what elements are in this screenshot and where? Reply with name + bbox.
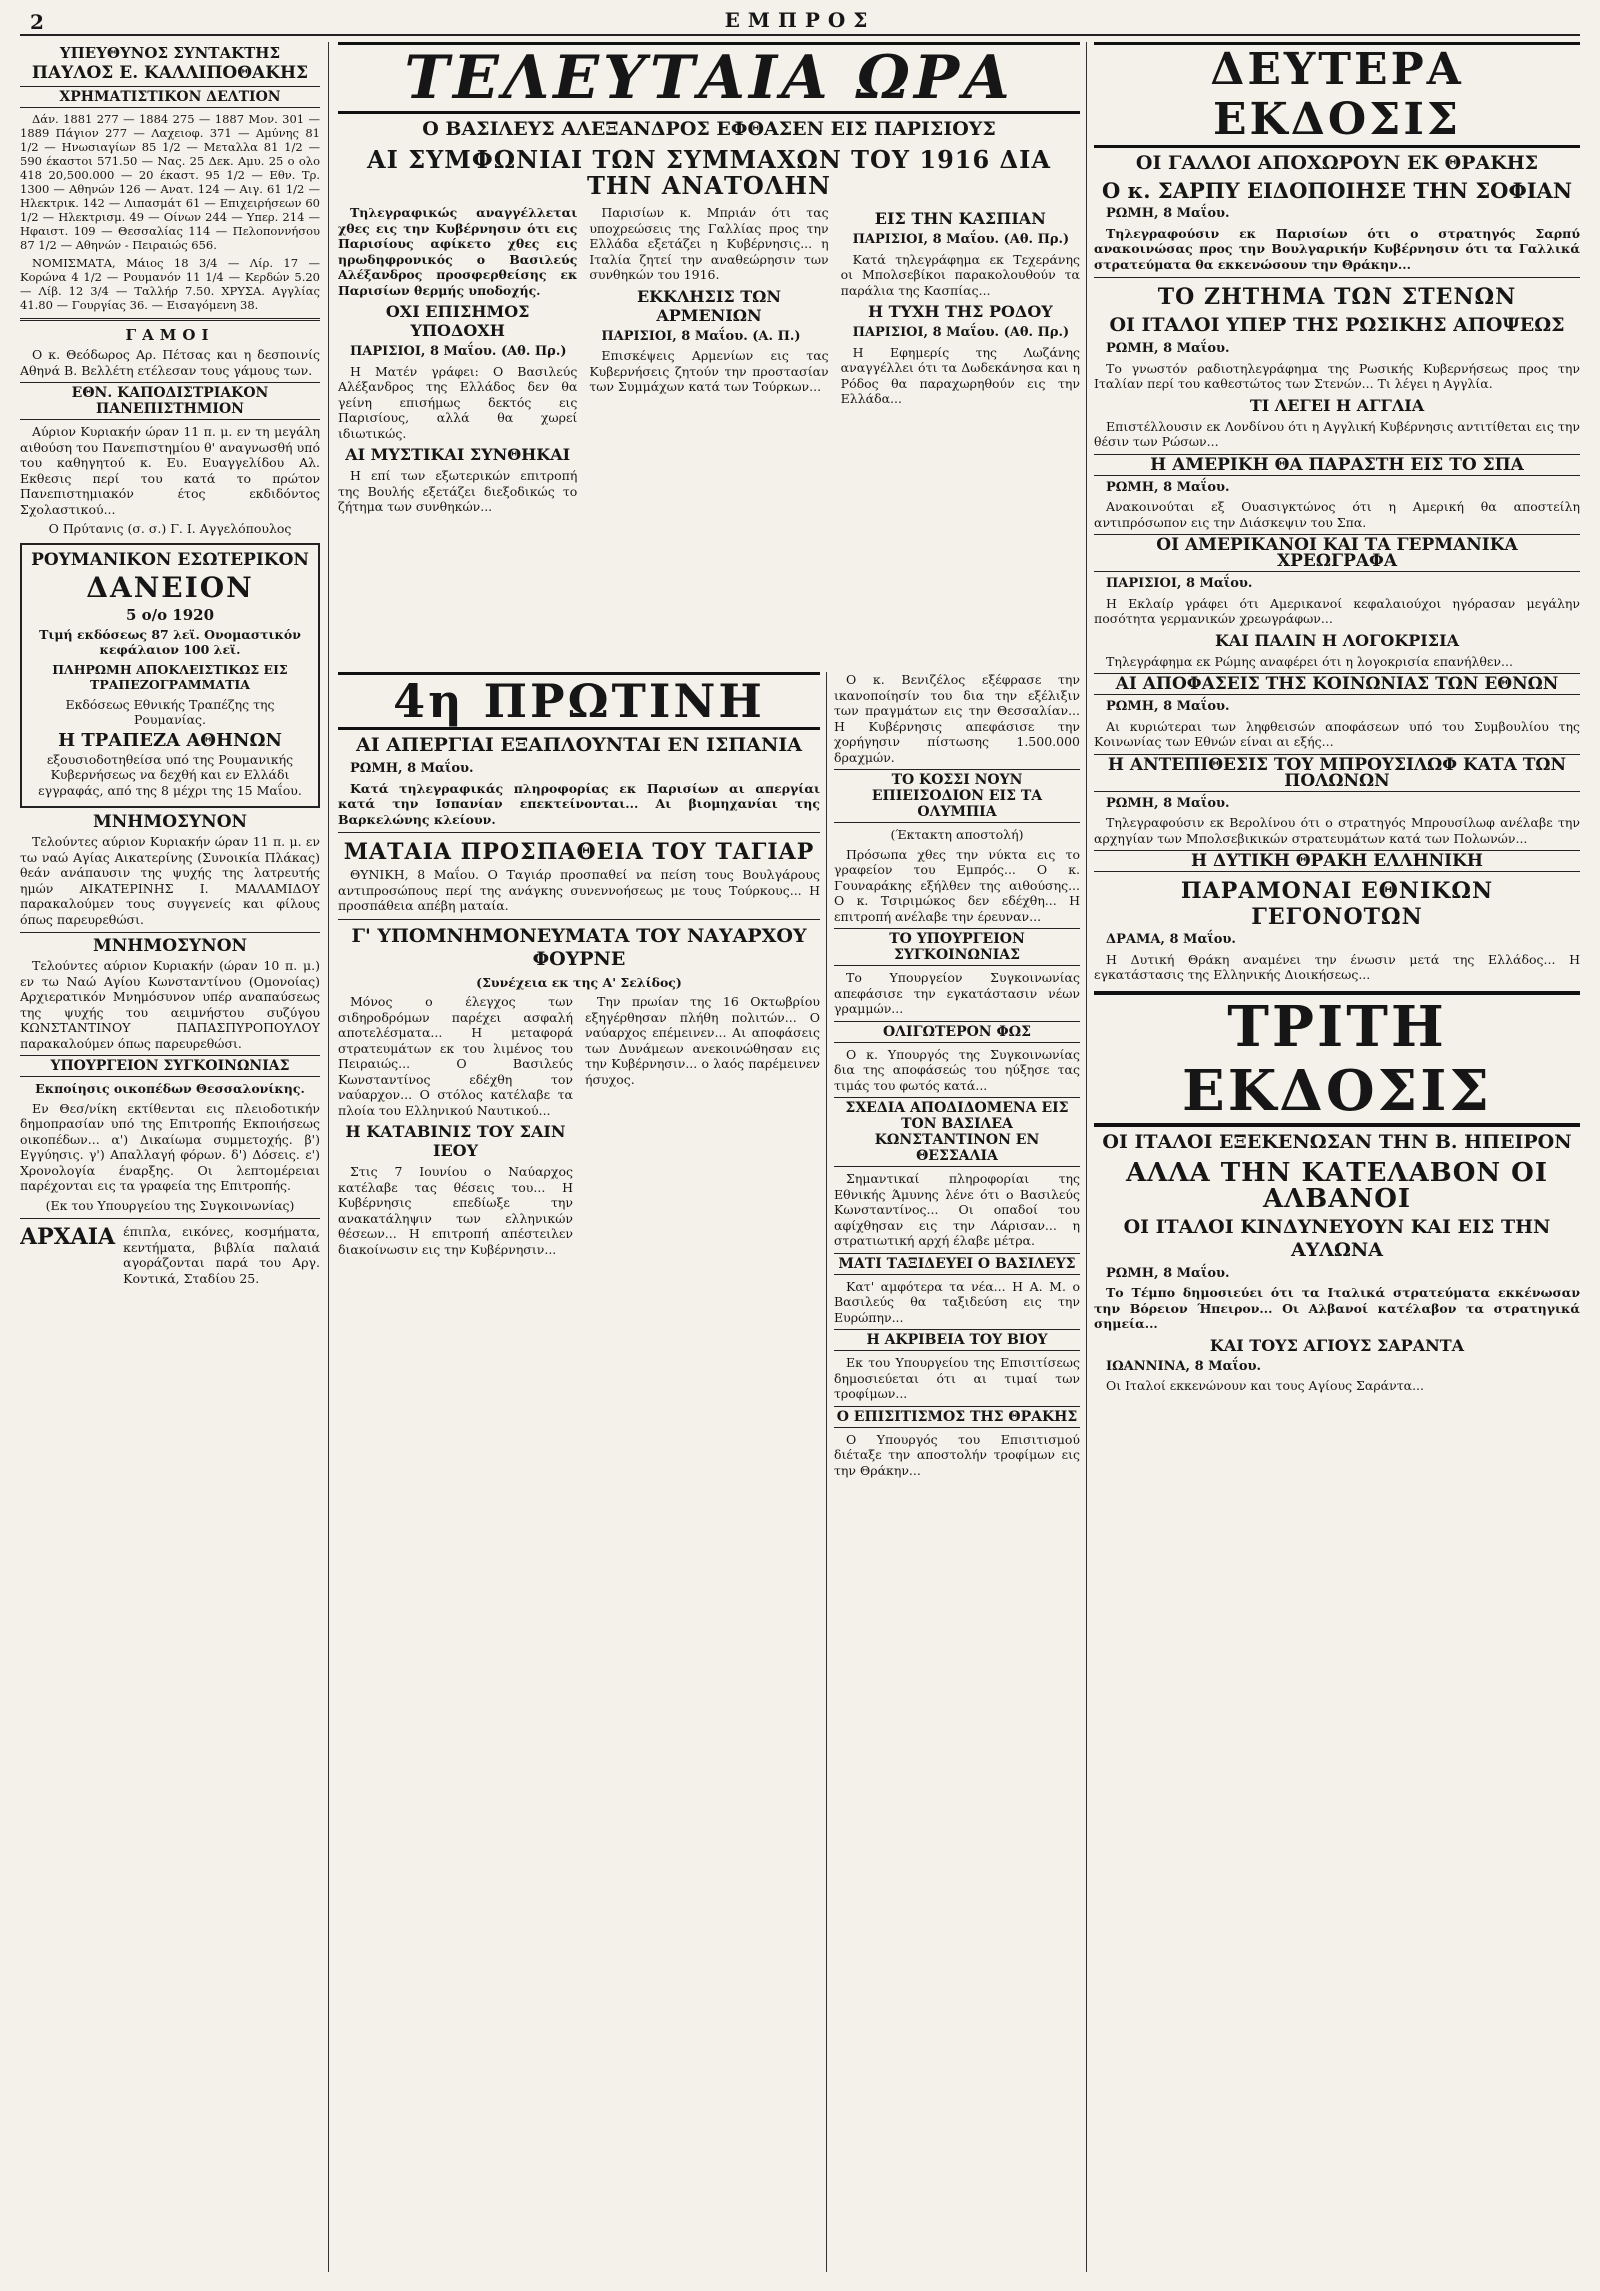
loan-year: 5 ο/ο 1920 bbox=[125, 605, 215, 624]
loan-payment: ΠΛΗΡΩΜΗ ΑΠΟΚΛΕΙΣΤΙΚΩΣ ΕΙΣ ΤΡΑΠΕΖΟΓΡΑΜΜΑΤΙΑ bbox=[52, 661, 288, 692]
loan-bank-text: εξουσιοδοτηθείσα υπό της Ρουμανικής Κυβερνήσεως να δεχθή και εν Ελλάδι εγγραφάς, από της 8 μέχρι της 15 Μαΐου. bbox=[38, 751, 302, 798]
masthead bbox=[20, 8, 1580, 36]
r4-dateline: ΠΑΡΙΣΙΟΙ, 8 Μαΐου. bbox=[1106, 576, 1253, 591]
memorial-1-text: Τελούντες αύριον Κυριακήν ώραν 11 π. μ. εν τω ναώ Αγίας Αικατερίνης (Συνοικία Πλάκας) θεάν ανάπαυσιν της ψυχής της λατρευτής ημών ΑΙΚΑΤΕΡΙΝΗΣ Ι. ΜΑΛΑΜΙΔΟΥ παρακαλούμεν τους συγγενείς και φίλους όπως παρευρεθώσι. bbox=[20, 834, 320, 927]
loan-price: Τιμή εκδόσεως 87 λεϊ. Ονομαστικόν κεφάλαιον 100 λεϊ. bbox=[39, 626, 301, 657]
r3-dateline: ΡΩΜΗ, 8 Μαΐου. bbox=[1106, 479, 1230, 495]
r2-text2: Επιστέλλουσιν εκ Λονδίνου ότι η Αγγλική Κυβέρνησις αντιτίθεται εις την θέσιν των Ρώσων... bbox=[1094, 418, 1580, 449]
c3-text7: Ο Υπουργός του Επισιτισμού διέταξε την αποστολήν τροφίμων εις την Θράκην... bbox=[834, 1431, 1080, 1478]
weddings-text: Ο κ. Θεόδωρος Αρ. Πέτσας και η δεσποινίς Αθηνά Β. Βελλέτη ετέλεσαν τους γάμους των. bbox=[20, 347, 320, 378]
lead-c3-dateline: ΠΑΡΙΣΙΟΙ, 8 Μαΐου. (Αθ. Πρ.) bbox=[852, 232, 1070, 247]
r-head2b: ΟΙ ΙΤΑΛΟΙ ΥΠΕΡ ΤΗΣ ΡΩΣΙΚΗΣ ΑΠΟΨΕΩΣ bbox=[1109, 314, 1565, 336]
memorial-2-heading: ΜΝΗΜΟΣΥΝΟΝ bbox=[92, 936, 248, 956]
lead-c3-dateline2: ΠΑΡΙΣΙΟΙ, 8 Μαΐου. (Αθ. Πρ.) bbox=[852, 325, 1070, 340]
lead-col-2 bbox=[589, 205, 828, 519]
loan-bank: Η ΤΡΑΠΕΖΑ ΑΘΗΝΩΝ bbox=[58, 729, 282, 751]
lead-c1-sub2: ΑΙ ΜΥΣΤΙΚΑΙ ΣΥΝΘΗΚΑΙ bbox=[345, 445, 571, 464]
lead-c2-text2: Επισκέψεις Αρμενίων εις τας Κυβερνήσεις ζητούν την προστασίαν των Συμμάχων κατά των Τούρκων... bbox=[589, 348, 829, 394]
taillard-text: ΘΥΝΙΚΗ, 8 Μαΐου. Ο Ταγιάρ προσπαθεί να πείση τους Βουλγάρους αντιπροσώπους περί της ανάγκης συνεννοήσεως με τους Τούρκους... Η προσπάθεια απέβη ματαία. bbox=[338, 867, 820, 913]
lead-c1-text: Τηλεγραφικώς αναγγέλλεται χθες εις την Κυβέρνησιν ότι εις Παρισίους αφίκετο χθες εις ηρωδηφρονικός ο Βασιλεύς Αλέξανδρος προσφερθείσης εκ Παρισίων θερμής υποδοχής. bbox=[338, 205, 578, 298]
r8-text2: Οι Ιταλοί εκκενώνουν και τους Αγίους Σαράντα... bbox=[1106, 1378, 1424, 1393]
r4-text: Η Εκλαίρ γράφει ότι Αμερικανοί κεφαλαιούχοι ηγόρασαν μεγάλην ποσότητα γερμανικών χρεωγράφων... bbox=[1094, 595, 1580, 626]
r-head7b: ΠΑΡΑΜΟΝΑΙ ΕΘΝΙΚΩΝ ΓΕΓΟΝΟΤΩΝ bbox=[1180, 878, 1494, 930]
strikes-headline: ΑΙ ΑΠΕΡΓΙΑΙ ΕΞΑΠΛΟΥΝΤΑΙ ΕΝ ΙΣΠΑΝΙΑ bbox=[356, 734, 802, 756]
r6-text: Τηλεγραφούσιν εκ Βερολίνου ότι ο στρατηγός Μπρουσίλωφ ανέλαβε την αρχηγίαν των Μπολσεβικικών στρατευμάτων κατά των Πολωνών... bbox=[1094, 815, 1580, 846]
lead-c2-dateline: ΠΑΡΙΣΙΟΙ, 8 Μαΐου. (Α. Π.) bbox=[601, 328, 801, 344]
lead-c1-text2: Η Ματέν γράφει: Ο Βασιλεύς Αλέξανδρος της Ελλάδος δεν θα γείνη επισήμως δεκτός εις Παρισίους, αλλά θα χωρεί ιδιωτικώς. bbox=[338, 363, 578, 441]
antiques-ad bbox=[20, 1224, 320, 1290]
c3-text1: Πρόσωπα χθες την νύκτα εις το γραφείον του Εμπρός... Ο κ. Γουναράκης εξήλθεν της αιθούσης... Ο κ. Τσιριμώκος δεν εδέχθη... Η επιτροπή ανέλαβε την έρευναν... bbox=[834, 846, 1080, 924]
ministry-sign: (Εκ του Υπουργείου της Συγκοινωνίας) bbox=[45, 1197, 295, 1213]
r6-dateline: ΡΩΜΗ, 8 Μαΐου. bbox=[1106, 795, 1230, 811]
r5-text: Αι κυριώτεραι των ληφθεισών αποφάσεων υπό του Συμβουλίου της Κοινωνίας των Εθνών είναι αι εξής... bbox=[1094, 718, 1580, 749]
fournet-sub2: Η ΚΑΤΑΒΙΝΙΣ ΤΟΥ ΣΑΙΝ ΙΕΟΥ bbox=[345, 1122, 566, 1160]
r-head3: Η ΑΜΕΡΙΚΗ ΘΑ ΠΑΡΑΣΤΗ ΕΙΣ ΤΟ ΣΠΑ bbox=[1094, 454, 1580, 476]
r2-sub: ΤΙ ΛΕΓΕΙ Η ΑΓΓΛΙΑ bbox=[1249, 395, 1425, 415]
r5-dateline: ΡΩΜΗ, 8 Μαΐου. bbox=[1106, 699, 1230, 714]
memorial-1-heading: ΜΝΗΜΟΣΥΝΟΝ bbox=[92, 812, 248, 832]
paper-name: ΕΜΠΡΟΣ bbox=[724, 8, 876, 32]
r-head5: ΑΙ ΑΠΟΦΑΣΕΙΣ ΤΗΣ ΚΟΙΝΩΝΙΑΣ ΤΩΝ ΕΘΝΩΝ bbox=[1094, 673, 1580, 695]
center-right-column bbox=[834, 672, 1080, 2272]
treaties-headline: ΑΙ ΣΥΜΦΩΝΙΑΙ ΤΩΝ ΣΥΜΜΑΧΩΝ ΤΟΥ 1916 ΔΙΑ ΤΗΝ ΑΝΑΤΟΛΗΝ bbox=[366, 145, 1052, 200]
lead-c3-text: Κατά τηλεγράφημα εκ Τεχεράνης οι Μπολσεβίκοι παρακολουθούν τα παράλια της Κασπίας... bbox=[840, 251, 1080, 298]
currency-text: ΝΟΜΙΣΜΑΤΑ, Μάιος 18 3/4 — Λίρ. 17 — Κορώνα 4 1/2 — Ρουμανόν 11 1/4 — Κερδών 5.20 — Λίβ. 12 3/4 — Ταλλήρ 7.50. ΧΡΥΣΑ. Αγγλίας 41.80 — Γουργίας 36. — Εισαγόμενη 38. bbox=[20, 256, 320, 312]
r-head6: Η ΑΝΤΕΠΙΘΕΣΙΣ ΤΟΥ ΜΠΡΟΥΣΙΛΩΦ ΚΑΤΑ ΤΩΝ ΠΟΛΩΝΩΝ bbox=[1094, 754, 1580, 792]
antiques-title: ΑΡΧΑΙΑ bbox=[20, 1224, 116, 1250]
r8-dateline: ΡΩΜΗ, 8 Μαΐου. bbox=[1106, 1265, 1230, 1281]
fourth-banner: 4η ΠΡΩΤΙΝΗ bbox=[338, 672, 820, 730]
c3-sub7: Ο ΕΠΙΣΙΤΙΣΜΟΣ ΤΗΣ ΘΡΑΚΗΣ bbox=[834, 1406, 1080, 1428]
c3-text5: Κατ' αμφότερα τα νέα... Η Α. Μ. ο Βασιλεύς θα ταξιδεύση εις την Ευρώπην... bbox=[834, 1278, 1080, 1325]
stock-text: Δάν. 1881 277 — 1884 275 — 1887 Μον. 301 — 1889 Πάγιον 277 — Λαχειοφ. 371 — Αμύνης 81 1/2 — Ηνωσιαγίων 85 1/2 — Μεταλλα 81 1/2 — 590 έκαστοι 571.50 — Νας. 25 Δεκ. Αμυ. 25 ο ολο 418 20,500.000 — 20 έκαστ. 95 1/2 — Εθν. Τρ. 1300 — Αθηνών 126 — Ανατ. 124 — Αιγ. 61 1/2 — Ηλεκτρικ. 142 — Λιπασμάτ 61 — Επιχειρήσεων 60 1/2 — Ηλεκτρισμ. 49 — Οίνων 244 — Υπερ. 214 — Ηφαιστ. 109 — Θεσσαλίας 114 — Πελοποννήσου 87 1/2 — Αθηνών - Πειραιώς 656. bbox=[20, 112, 320, 252]
last-hour-banner: ΤΕΛΕΥΤΑΙΑ ΩΡΑ bbox=[338, 42, 1080, 114]
c3-sub6: Η ΑΚΡΙΒΕΙΑ ΤΟΥ ΒΙΟΥ bbox=[834, 1329, 1080, 1351]
king-headline: Ο ΒΑΣΙΛΕΥΣ ΑΛΕΞΑΝΔΡΟΣ ΕΦΘΑΣΕΝ ΕΙΣ ΠΑΡΙΣΙΟΥΣ bbox=[422, 118, 996, 140]
lead-c2-sub: ΕΚΚΛΗΣΙΣ ΤΩΝ ΑΡΜΕΝΙΩΝ bbox=[636, 286, 781, 325]
right-column bbox=[1094, 42, 1580, 2274]
r7-dateline: ΔΡΑΜΑ, 8 Μαΐου. bbox=[1106, 932, 1236, 947]
c3-text4: Σημαντικαί πληροφορίαι της Εθνικής Άμυνης λένε ότι ο Βασιλεύς Κωνσταντίνος... Οι οπαδοί του αφίχθησαν εις την Λάρισαν... η στρατιωτική αρχή έλαβε μέτρα. bbox=[834, 1171, 1080, 1248]
r-head2: ΤΟ ΖΗΤΗΜΑ ΤΩΝ ΣΤΕΝΩΝ bbox=[1157, 284, 1517, 310]
lead-col-1 bbox=[338, 205, 577, 519]
lead-c1-text3: Η επί των εξωτερικών επιτροπή της Βουλής εξετάζει διεξοδικώς το ζήτημα των συνθηκών... bbox=[338, 468, 578, 514]
ministry-text: Εν Θεσ/νίκη εκτίθενται εις πλειοδοτικήν δημοπρασίαν υπό της Επιτροπής Εκποιήσεως οικοπέδων... α') Δικαίωμα συμμετοχής. β') Εγγύησις. γ') Απαλλαγή φόρων. δ') Δόσεις. ε') Χρονολογία έναρξης. Οι λεπτομέρειαι παρέχονται εις τα γραφεία της Επιτροπής. bbox=[20, 1100, 320, 1193]
ministry-sub: Εκποίησις οικοπέδων Θεσσαλονίκης. bbox=[35, 1081, 305, 1096]
c3-sub1-sub: (Έκτακτη αποστολή) bbox=[890, 827, 1024, 842]
university-text: Αύριον Κυριακήν ώραν 11 π. μ. εν τη μεγάλη αιθούση του Πανεπιστημίου θ' αναγνωσθή υπό του καθηγητού κ. Ευ. Ευαγγελίδου Αλ. Εκθεσις περί του κατά το πρώτον Πανεπιστημιακόν έτος εκδιδόντος Σχολαστικού... bbox=[20, 424, 320, 517]
fournet-col-2 bbox=[585, 994, 820, 1261]
third-edition-banner: ΤΡΙΤΗ ΕΚΔΟΣΙΣ bbox=[1094, 991, 1580, 1127]
lead-c2-text: Παρισίων κ. Μπριάν ότι τας υποχρεώσεις της Γαλλίας προς την Ελλάδα εξετάζει η Κυβέρνησις... η Ιταλία ζητεί την αναθεώρησιν των συνθηκών του 1916. bbox=[589, 205, 829, 282]
c3-text2: Το Υπουργείον Συγκοινωνίας απεφάσισε την εγκατάστασιν νέων γραμμών... bbox=[834, 970, 1080, 1016]
fournet-sub: (Συνέχεια εκ της Α' Σελίδος) bbox=[476, 974, 682, 990]
lead-c3-sub2: Η ΤΥΧΗ ΤΗΣ ΡΟΔΟΥ bbox=[867, 302, 1053, 321]
fournet-headline: Γ' ΥΠΟΜΝΗΜΟΝΕΥΜΑΤΑ ΤΟΥ ΝΑΥΑΡΧΟΥ ΦΟΥΡΝΕ bbox=[351, 924, 807, 970]
r-head8: ΟΙ ΙΤΑΛΟΙ ΕΞΕΚΕΝΩΣΑΝ ΤΗΝ Β. ΗΠΕΙΡΟΝ bbox=[1102, 1130, 1572, 1153]
r8-sub: ΚΑΙ ΤΟΥΣ ΑΓΙΟΥΣ ΣΑΡΑΝΤΑ bbox=[1209, 1335, 1465, 1355]
lead-c3-sub: ΕΙΣ ΤΗΝ ΚΑΣΠΙΑΝ bbox=[874, 209, 1046, 228]
lead-col-3 bbox=[841, 205, 1080, 519]
r-head1b: Ο κ. ΣΑΡΠΥ ΕΙΔΟΠΟΙΗΣΕ ΤΗΝ ΣΟΦΙΑΝ bbox=[1101, 178, 1573, 203]
c3-sub3: ΟΛΙΓΩΤΕΡΟΝ ΦΩΣ bbox=[834, 1021, 1080, 1043]
strikes-dateline: ΡΩΜΗ, 8 Μαΐου. bbox=[350, 761, 474, 776]
c3-text6: Εκ του Υπουργείου της Επισιτίσεως δημοσιεύεται ότι αι τιμαί των τροφίμων... bbox=[834, 1355, 1080, 1401]
taillard-headline: ΜΑΤΑΙΑ ΠΡΟΣΠΑΘΕΙΑ ΤΟΥ ΤΑΓΙΑΡ bbox=[343, 839, 815, 865]
university-sign: Ο Πρύτανις (σ. σ.) Γ. Ι. Αγγελόπουλος bbox=[48, 521, 292, 536]
loan-name: ΔΑΝΕΙΟΝ bbox=[86, 570, 254, 604]
r-head4: ΟΙ ΑΜΕΡΙΚΑΝΟΙ ΚΑΙ ΤΑ ΓΕΡΜΑΝΙΚΑ ΧΡΕΩΓΡΑΦΑ bbox=[1094, 534, 1580, 572]
r-head7: Η ΔΥΤΙΚΗ ΘΡΑΚΗ ΕΛΛΗΝΙΚΗ bbox=[1094, 850, 1580, 872]
r4-sub: ΚΑΙ ΠΑΛΙΝ Η ΛΟΓΟΚΡΙΣΙΑ bbox=[1215, 630, 1459, 650]
page-number: 2 bbox=[30, 10, 44, 34]
c3-sub5: ΜΑΤΙ ΤΑΞΙΔΕΥΕΙ Ο ΒΑΣΙΛΕΥΣ bbox=[834, 1253, 1080, 1275]
loan-title: ΡΟΥΜΑΝΙΚΟΝ ΕΣΩΤΕΡΙΚΟΝ bbox=[31, 549, 309, 570]
r2-text: Το γνωστόν ραδιοτηλεγράφημα της Ρωσικής Κυβερνήσεως προς την Ιταλίαν περί του καθεστώτος των Στενών... Τι λέγει η Αγγλία. bbox=[1094, 360, 1580, 391]
c3-top-text: Ο κ. Βενιζέλος εξέφρασε την ικανοποίησίν του δια την εξέλιξιν των πραγμάτων εις την Θεσσαλίαν... Η Κυβέρνησις απεφάσισε την χορήγησιν πίστωσης 1.500.000 δραχμών. bbox=[834, 672, 1080, 765]
r2-dateline: ΡΩΜΗ, 8 Μαΐου. bbox=[1106, 341, 1230, 356]
newspaper-page bbox=[20, 8, 1580, 2284]
fournet-text-3: Την πρωίαν της 16 Οκτωβρίου εξηγέρθησαν πλήθη πολιτών... Ο ναύαρχος επέμεινεν... Αι αποφάσεις των Δυνάμεων ανεκοινώθησαν εις την Κυβέρνησιν... ο λαός παρέμεινεν ήσυχος. bbox=[585, 994, 820, 1087]
lead-c1-dateline: ΠΑΡΙΣΙΟΙ, 8 Μαΐου. (Αθ. Πρ.) bbox=[350, 344, 567, 359]
weddings-heading: ΓΑΜΟΙ bbox=[125, 326, 215, 344]
c3-sub2: ΤΟ ΥΠΟΥΡΓΕΙΟΝ ΣΥΓΚΟΙΝΩΝΙΑΣ bbox=[834, 928, 1080, 966]
r8-dateline2: ΙΩΑΝΝΙΝΑ, 8 Μαΐου. bbox=[1106, 1358, 1262, 1374]
lead-c3-text2: Η Εφημερίς της Λωζάνης αναγγέλλει ότι τα Δωδεκάνησα και η Ρόδος θα παραχωρηθούν εις την Ελλάδα... bbox=[840, 344, 1080, 406]
r-head8c: ΟΙ ΙΤΑΛΟΙ ΚΙΝΔΥΝΕΥΟΥΝ ΚΑΙ ΕΙΣ ΤΗΝ ΑΥΛΩΝΑ bbox=[1123, 1215, 1551, 1261]
memorial-2-text: Τελούντες αύριον Κυριακήν (ώραν 10 π. μ.) εν τω Ναώ Αγίου Κωνσταντίνου (Ομονοίας) Αρχιερατικόν Μνημόσυνον υπέρ αναπαύσεως της ψυχής του αειμνήστου συζύγου ΚΩΝΣΤΑΝΤΙΝΟΥ ΠΑΠΑΣΠΥΡΟΠΟΥΛΟΥ παρακαλούμεν όπως παρευρεθώσι. bbox=[20, 958, 320, 1051]
lead-c1-sub: ΟΧΙ ΕΠΙΣΗΜΟΣ ΥΠΟΔΟΧΗ bbox=[385, 302, 530, 340]
loan-ad bbox=[20, 543, 320, 809]
university-heading: ΕΘΝ. ΚΑΠΟΔΙΣΤΡΙΑΚΟΝ ΠΑΝΕΠΙΣΤΗΜΙΟΝ bbox=[20, 382, 320, 420]
editor-title: ΥΠΕΥΘΥΝΟΣ ΣΥΝΤΑΚΤΗΣ bbox=[59, 44, 281, 62]
loan-bank-line: Εκδόσεως Εθνικής Τραπέζης της Ρουμανίας. bbox=[65, 696, 275, 727]
ministry-heading: ΥΠΟΥΡΓΕΙΟΝ ΣΥΓΚΟΙΝΩΝΙΑΣ bbox=[20, 1055, 320, 1077]
c3-sub1: ΤΟ ΚΟΣΣΙ ΝΟΥΝ ΕΠΙΕΙΣΟΔΙΟΝ ΕΙΣ ΤΑ ΟΛΥΜΠΙΑ bbox=[834, 769, 1080, 823]
r1-text: Τηλεγραφούσιν εκ Παρισίων ότι ο στρατηγός Σαρπύ ανακοινώσας προς την Βουλγαρικήν Κυβέρνησιν ότι τα Γαλλικά στρατεύματα θα εκκενώσουν την Θράκην... bbox=[1094, 225, 1580, 272]
second-edition-banner: ΔΕΥΤΕΡΑ ΕΚΔΟΣΙΣ bbox=[1094, 42, 1580, 148]
r-head8b: ΑΛΛΑ ΤΗΝ ΚΑΤΕΛΑΒΟΝ ΟΙ ΑΛΒΑΝΟΙ bbox=[1125, 1157, 1548, 1214]
stock-heading: ΧΡΗΜΑΤΙΣΤΙΚΟΝ ΔΕΛΤΙΟΝ bbox=[20, 86, 320, 108]
fourth-edition-section bbox=[338, 672, 820, 2272]
fournet-col-1 bbox=[338, 994, 573, 1261]
r4-text2: Τηλεγράφημα εκ Ρώμης αναφέρει ότι η λογοκρισία επανήλθεν... bbox=[1106, 653, 1513, 669]
r1-dateline: ΡΩΜΗ, 8 Μαΐου. bbox=[1106, 206, 1230, 221]
strikes-text: Κατά τηλεγραφικάς πληροφορίας εκ Παρισίων αι απεργίαι κατά την Ισπανίαν επεκτείνονται... Αι βιομηχανίαι της Βαρκελώνης κλείουν. bbox=[338, 780, 820, 827]
c3-text3: Ο κ. Υπουργός της Συγκοινωνίας δια της αποφάσεώς του ηύξησε τας τιμάς του φωτός κατά... bbox=[834, 1046, 1080, 1093]
r8-text: Το Τέμπο δημοσιεύει ότι τα Ιταλικά στρατεύματα εκκένωσαν την Βόρειον Ήπειρον... Οι Αλβανοί κατέλαβον τα στρατηγικά σημεία... bbox=[1094, 1285, 1580, 1331]
r3-text: Ανακοινούται εξ Ουασιγκτώνος ότι η Αμερική θα αποστείλη αντιπρόσωπον εις την Διάσκεψιν του Σπα. bbox=[1094, 499, 1580, 530]
fournet-text-2: Στις 7 Ιουνίου ο Ναύαρχος κατέλαβε τας θέσεις του... Η Κυβέρνησις επεδίωξε την ανακατάληψιν των ελληνικών θέσεων... Η επιτροπή απέστειλεν διακοίνωσιν εις την Κυβέρνησιν... bbox=[338, 1164, 573, 1257]
fournet-text-1: Μόνος ο έλεγχος των σιδηροδρόμων παρέχει ασφαλή αποτελέσματα... Η μεταφορά στρατευμάτων εκ του λιμένος του Πειραιώς... Ο Βασιλεύς Κωνσταντίνος εδέχθη τον ναύαρχον... Ο στόλος κατέλαβε τα πλοία του Ελληνικού Ναυτικού... bbox=[338, 994, 573, 1118]
r7-text: Η Δυτική Θράκη αναμένει την ένωσιν μετά της Ελλάδος... Η εγκατάστασις της Ελληνικής Διοικήσεως... bbox=[1094, 951, 1580, 982]
left-column bbox=[20, 42, 320, 2274]
r-head1: ΟΙ ΓΑΛΛΟΙ ΑΠΟΧΩΡΟΥΝ ΕΚ ΘΡΑΚΗΣ bbox=[1135, 152, 1539, 174]
editor-name: ΠΑΥΛΟΣ Ε. ΚΑΛΛΙΠΟΘΑΚΗΣ bbox=[31, 63, 309, 83]
c3-sub4: ΣΧΕΔΙΑ ΑΠΟΔΙΔΟΜΕΝΑ ΕΙΣ ΤΟΝ ΒΑΣΙΛΕΑ ΚΩΝΣΤΑΝΤΙΝΟΝ ΕΝ ΘΕΣΣΑΛΙΑ bbox=[834, 1097, 1080, 1167]
antiques-text: έπιπλα, εικόνες, κοσμήματα, κεντήματα, βιβλία παλαιά αγοράζονται παρά του Αργ. Κοντικά, Σταδίου 25. bbox=[123, 1224, 320, 1286]
last-hour-section bbox=[338, 42, 1080, 662]
